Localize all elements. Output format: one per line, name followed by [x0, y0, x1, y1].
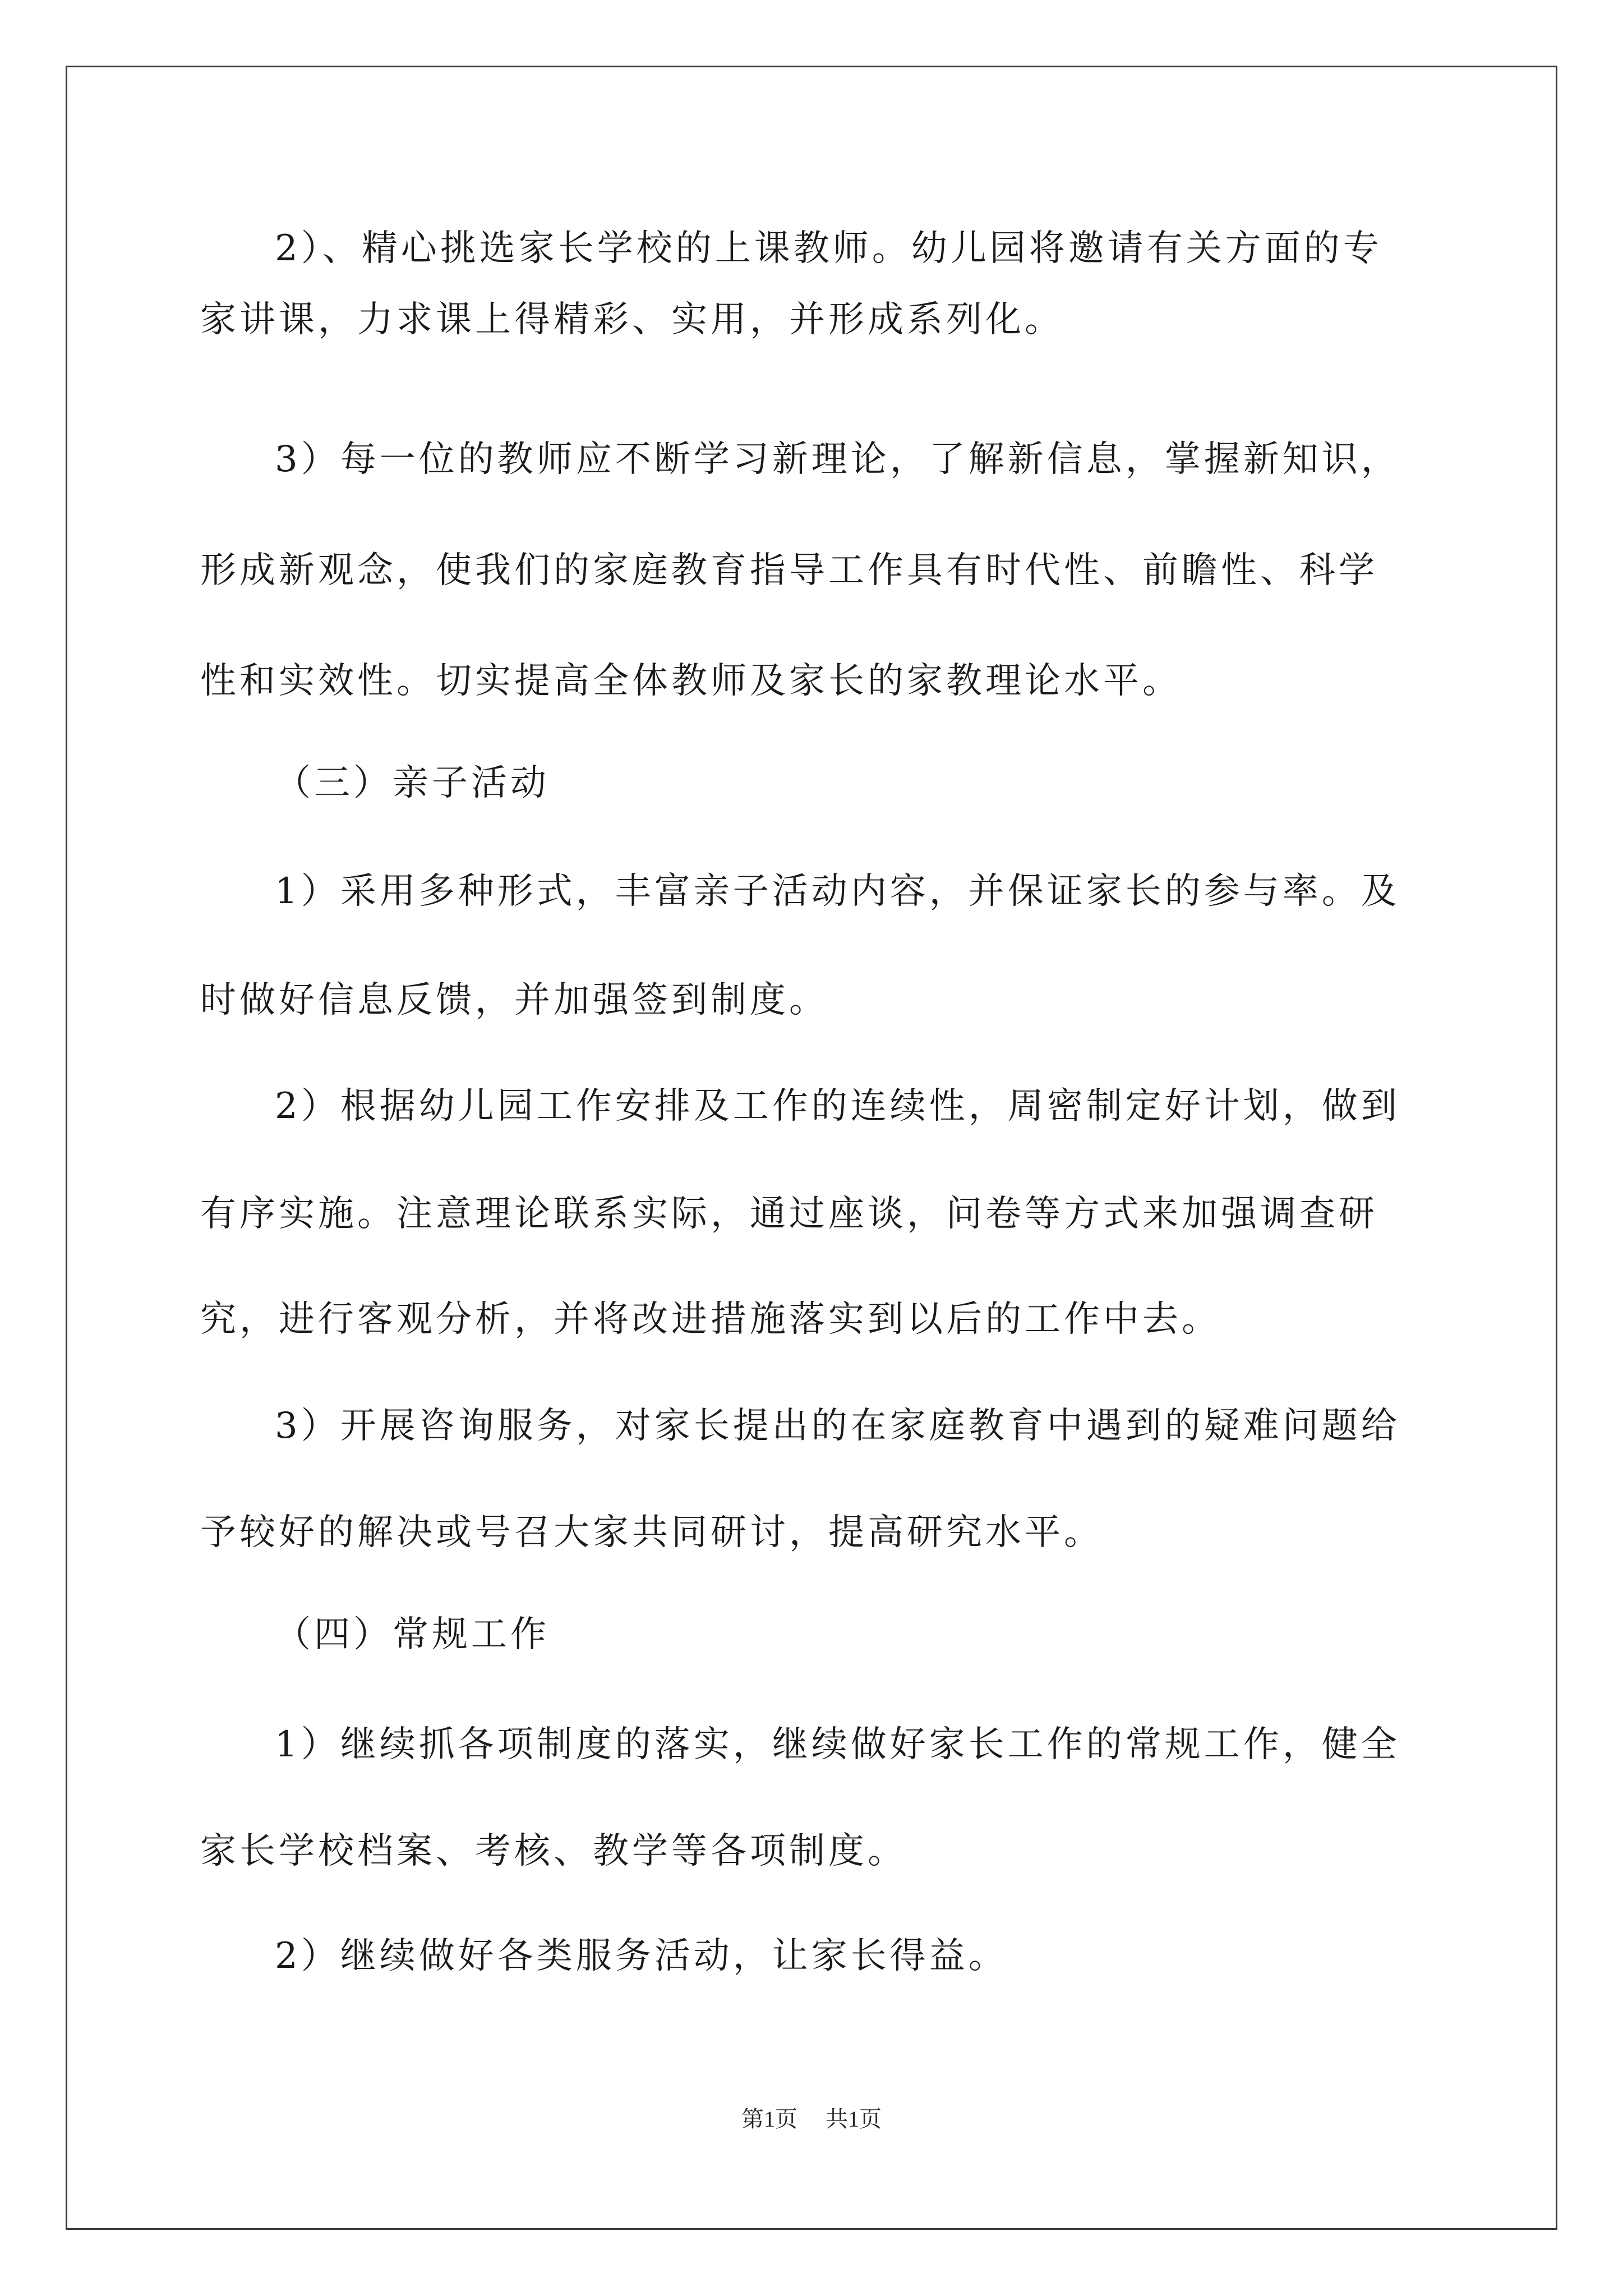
text-line: 究，进行客观分析，并将改进措施落实到以后的工作中去。 — [200, 1299, 1221, 1340]
text-line: 3）每一位的教师应不断学习新理论，了解新信息，掌握新知识， — [275, 439, 1400, 480]
section-heading: （三）亲子活动 — [275, 762, 550, 804]
text-line: 1）采用多种形式，丰富亲子活动内容，并保证家长的参与率。及 — [275, 871, 1400, 912]
page-number-total: 共1页 — [826, 2106, 882, 2132]
text-line: 时做好信息反馈，并加强签到制度。 — [200, 979, 828, 1021]
text-line: 性和实效性。切实提高全体教师及家长的家教理论水平。 — [200, 660, 1182, 702]
text-line: 予较好的解决或号召大家共同研讨，提高研究水平。 — [200, 1512, 1103, 1553]
page-border — [66, 66, 1557, 2230]
section-heading: （四）常规工作 — [275, 1614, 550, 1655]
text-line: 有序实施。注意理论联系实际，通过座谈，问卷等方式来加强调查研 — [200, 1193, 1378, 1235]
text-line: 2）、精心挑选家长学校的上课教师。幼儿园将邀请有关方面的专 — [275, 228, 1382, 269]
page-number-current: 第1页 — [741, 2106, 797, 2132]
text-line: 家长学校档案、考核、教学等各项制度。 — [200, 1830, 907, 1872]
page-footer — [0, 2108, 1623, 2131]
text-line: 家讲课，力求课上得精彩、实用，并形成系列化。 — [200, 299, 1064, 341]
text-line: 3）开展咨询服务，对家长提出的在家庭教育中遇到的疑难问题给 — [275, 1405, 1400, 1447]
text-line: 2）继续做好各类服务活动，让家长得益。 — [275, 1935, 1008, 1977]
text-line: 2）根据幼儿园工作安排及工作的连续性，周密制定好计划，做到 — [275, 1085, 1400, 1127]
text-line: 1）继续抓各项制度的落实，继续做好家长工作的常规工作，健全 — [275, 1724, 1400, 1765]
text-line: 形成新观念，使我们的家庭教育指导工作具有时代性、前瞻性、科学 — [200, 550, 1378, 591]
